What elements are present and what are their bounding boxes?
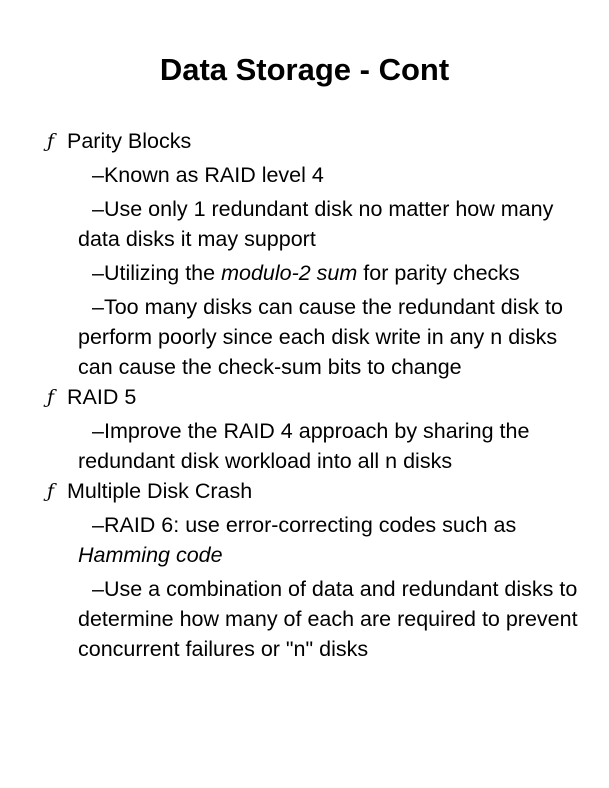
sub-bullet-text: for parity checks — [357, 261, 520, 285]
emphasis-text: Hamming code — [78, 543, 223, 567]
bullet-glyph: ƒ — [47, 130, 55, 152]
sub-bullet-text: Utilizing the — [103, 261, 222, 285]
slide-title: Data Storage - Cont — [159, 52, 450, 87]
dash-glyph: – — [92, 197, 104, 221]
bullet-multiple-disk-crash — [0, 476, 609, 506]
bullet-glyph: ƒ — [47, 480, 55, 502]
emphasis-text: modulo-2 sum — [221, 261, 358, 285]
sub-bullet-text: Improve the RAID 4 approach by sharing the redundant disk workload into all n disks — [78, 419, 530, 473]
sub-bullet-text: Use only 1 redundant disk no matter how many data disks it may support — [78, 197, 554, 251]
sub-bullet-text: Known as RAID level 4 — [103, 163, 324, 187]
dash-glyph: – — [92, 261, 104, 285]
dash-glyph: – — [92, 577, 104, 601]
bullet-glyph: ƒ — [47, 386, 55, 408]
bullet-heading: Parity Blocks — [67, 129, 192, 153]
dash-glyph: – — [92, 163, 104, 187]
sub-bullet — [0, 574, 609, 664]
bullet-raid-5 — [0, 382, 609, 412]
dash-glyph: – — [92, 295, 104, 319]
bullet-heading: Multiple Disk Crash — [67, 479, 253, 503]
dash-glyph: – — [92, 419, 104, 443]
sub-bullet — [0, 416, 609, 476]
sub-bullet — [0, 292, 609, 382]
bullet-heading: RAID 5 — [67, 385, 137, 409]
sub-bullet — [0, 194, 609, 254]
sub-bullet — [0, 160, 609, 190]
dash-glyph: – — [92, 513, 104, 537]
sub-bullet-text: Too many disks can cause the redundant disk to perform poorly since each disk write in any n disks can cause the check-sum bits to change — [78, 295, 563, 379]
bullet-parity-blocks — [0, 126, 609, 156]
sub-bullet-text: Use a combination of data and redundant disks to determine how many of each are required to prevent concurrent failures or "n" disks — [78, 577, 578, 661]
sub-bullet — [0, 510, 609, 570]
slide-content — [0, 126, 609, 664]
sub-bullet-text: RAID 6: use error-correcting codes such as — [103, 513, 517, 537]
sub-bullet — [0, 258, 609, 288]
